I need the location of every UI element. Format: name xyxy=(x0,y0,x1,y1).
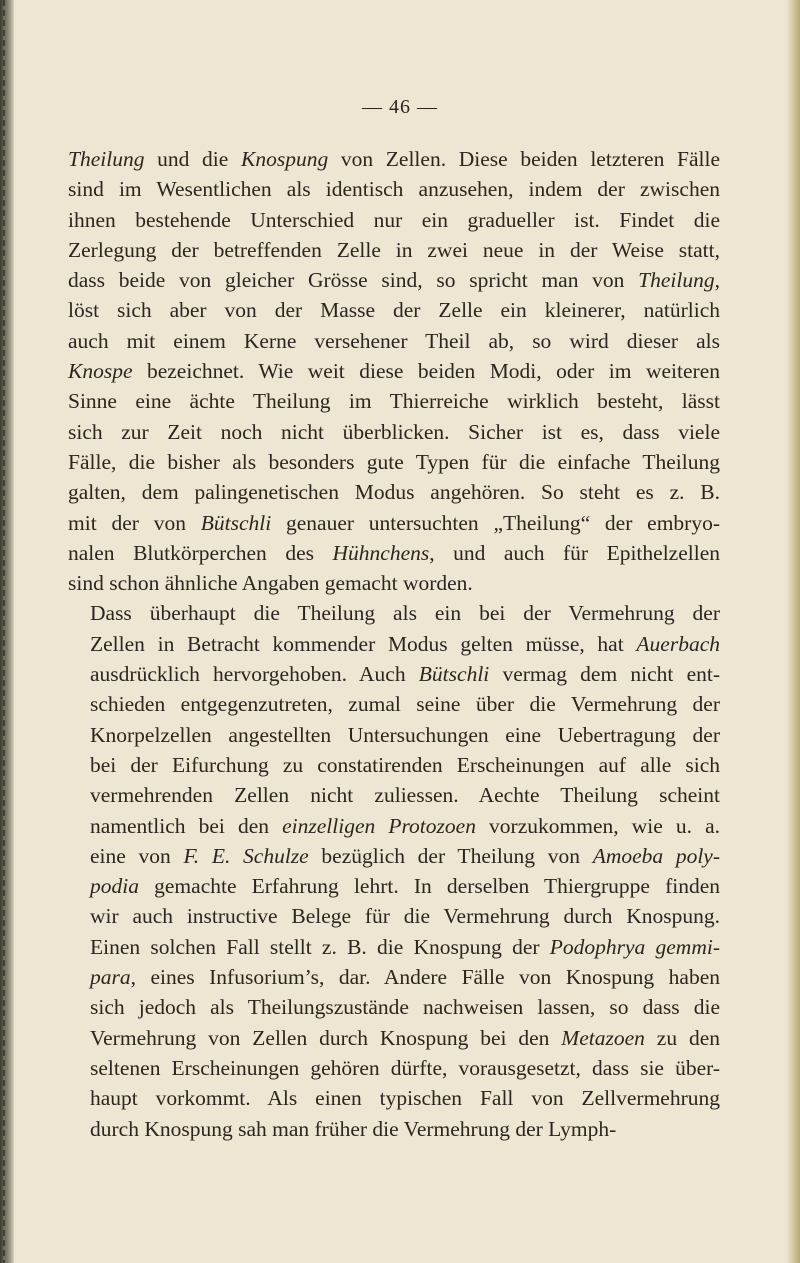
text-line: bei der Eifurchung zu constatirenden Erscheinungen auf alle sich xyxy=(90,752,720,777)
book-binding xyxy=(0,0,14,1263)
text-line: Knospe bezeichnet. Wie weit diese beiden Modi, oder im weiteren xyxy=(68,359,720,384)
text-line: Zerlegung der betreffenden Zelle in zwei neue in der Weise statt, xyxy=(68,237,720,262)
text-line: ausdrücklich hervorgehoben. Auch Bütschli vermag dem nicht ent- xyxy=(90,662,720,687)
text-line: sind im Wesentlichen als identisch anzusehen, indem der zwischen xyxy=(68,177,720,202)
body-text xyxy=(68,144,720,1144)
text-line: galten, dem palingenetischen Modus angehören. So steht es z. B. xyxy=(68,480,720,505)
text-line: Sinne eine ächte Theilung im Thierreiche wirklich besteht, lässt xyxy=(68,389,720,414)
text-line: löst sich aber von der Masse der Zelle ein kleinerer, natürlich xyxy=(68,298,720,323)
text-line: durch Knospung sah man früher die Vermehrung der Lymph- xyxy=(90,1116,617,1141)
text-line: vermehrenden Zellen nicht zuliessen. Aechte Theilung scheint xyxy=(90,783,720,808)
text-line: dass beide von gleicher Grösse sind, so spricht man von Theilung, xyxy=(68,268,720,293)
page-edge xyxy=(786,0,800,1263)
text-line: eine von F. E. Schulze bezüglich der Theilung von Amoeba poly- xyxy=(90,843,721,868)
text-line: wir auch instructive Belege für die Vermehrung durch Knospung. xyxy=(90,904,720,929)
text-line: sich zur Zeit noch nicht überblicken. Sicher ist es, dass viele xyxy=(68,419,720,444)
text-line: nalen Blutkörperchen des Hühnchens, und auch für Epithelzellen xyxy=(68,540,720,565)
text-line: ihnen bestehende Unterschied nur ein gradueller ist. Findet die xyxy=(68,207,720,232)
text-line: Theilung und die Knospung von Zellen. Diese beiden letzteren Fälle xyxy=(68,147,720,171)
text-line: Einen solchen Fall stellt z. B. die Knospung der Podophrya gemmi- xyxy=(90,934,720,959)
paragraph-1 xyxy=(68,144,720,598)
text-line: namentlich bei den einzelligen Protozoen vorzukommen, wie u. a. xyxy=(90,813,720,838)
text-line: Vermehrung von Zellen durch Knospung bei den Metazoen zu den xyxy=(90,1025,720,1050)
text-line: Dass überhaupt die Theilung als ein bei der Vermehrung der xyxy=(90,601,720,626)
paragraph-2 xyxy=(68,598,720,1143)
text-line: schieden entgegenzutreten, zumal seine über die Vermehrung der xyxy=(90,692,720,717)
text-line: para, eines Infusorium’s, dar. Andere Fälle von Knospung haben xyxy=(90,965,720,990)
text-line: Knorpelzellen angestellten Untersuchungen eine Uebertragung der xyxy=(90,722,720,747)
text-line: haupt vorkommt. Als einen typischen Fall von Zellvermehrung xyxy=(90,1086,720,1111)
text-line: auch mit einem Kerne versehener Theil ab, so wird dieser als xyxy=(68,328,720,353)
text-line: Fälle, die bisher als besonders gute Typen für die einfache Theilung xyxy=(68,449,720,474)
text-line: podia gemachte Erfahrung lehrt. In derselben Thiergruppe finden xyxy=(90,874,720,899)
text-line: Zellen in Betracht kommender Modus gelten müsse, hat Auerbach xyxy=(90,631,720,656)
text-line: sind schon ähnliche Angaben gemacht worden. xyxy=(68,571,473,596)
text-line: sich jedoch als Theilungszustände nachweisen lassen, so dass die xyxy=(90,995,720,1020)
page-number: — 46 — xyxy=(362,96,438,118)
text-line: seltenen Erscheinungen gehören dürfte, vorausgesetzt, dass sie über- xyxy=(90,1055,720,1080)
text-line: mit der von Bütschli genauer untersuchten „Theilung“ der embryo- xyxy=(68,510,721,535)
